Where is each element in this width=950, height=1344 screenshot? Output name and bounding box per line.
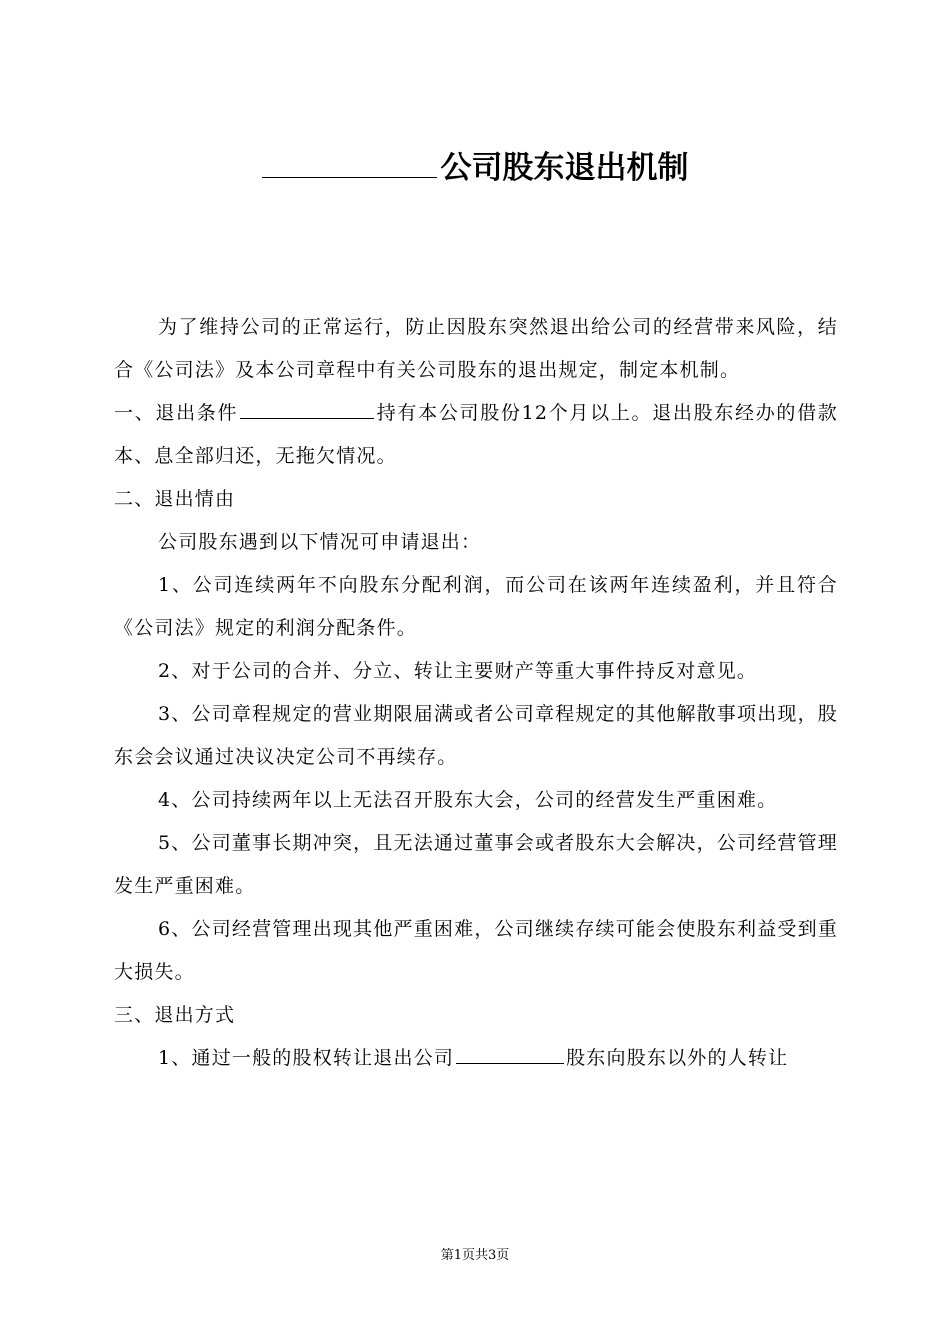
section-2-item-6: 6、公司经营管理出现其他严重困难，公司继续存续可能会使股东利益受到重大损失。: [114, 918, 838, 983]
section-2-item-5: 5、公司董事长期冲突，且无法通过董事会或者股东大会解决，公司经营管理发生严重困难。: [114, 832, 838, 897]
section-3-item-1: [114, 1037, 838, 1080]
condition-blank: [240, 400, 374, 419]
section-3-heading: 三、退出方式: [114, 1004, 236, 1026]
section-2-item-4: 4、公司持续两年以上无法召开股东大会，公司的经营发生严重困难。: [158, 789, 778, 811]
page-number: 第1页共3页: [440, 1248, 510, 1263]
document-title-row: [0, 146, 950, 190]
section-2-heading: 二、退出情由: [114, 488, 236, 510]
section-2-item-2: 2、对于公司的合并、分立、转让主要财产等重大事件持反对意见。: [158, 660, 758, 682]
transfer-blank: [456, 1045, 564, 1064]
company-name-blank: [262, 147, 437, 178]
section-2-item-1: 1、公司连续两年不向股东分配利润，而公司在该两年连续盈利，并且符合《公司法》规定的利润分配条件。: [114, 574, 838, 639]
section-2-lead: 公司股东遇到以下情况可申请退出：: [158, 531, 482, 553]
section-1-heading: 一、退出条件: [114, 402, 239, 424]
section-1-paragraph: [114, 392, 838, 478]
document-title: 公司股东退出机制: [440, 150, 689, 186]
section-3-item-1-suffix: 股东向股东以外的人转让: [566, 1047, 789, 1069]
section-2-item-3: 3、公司章程规定的营业期限届满或者公司章程规定的其他解散事项出现，股东会会议通过决议决定公司不再续存。: [114, 703, 838, 768]
section-3-item-1-prefix: 1、通过一般的股权转让退出公司: [158, 1047, 455, 1069]
page-footer: [0, 1246, 950, 1266]
document-body: [114, 306, 838, 1080]
section-1-text: 持有本公司股份12个月以上。退出股东经办的借款本、息全部归还，无拖欠情况。: [114, 402, 839, 467]
intro-paragraph: 为了维持公司的正常运行，防止因股东突然退出给公司的经营带来风险，结合《公司法》及本公司章程中有关公司股东的退出规定，制定本机制。: [114, 316, 838, 381]
